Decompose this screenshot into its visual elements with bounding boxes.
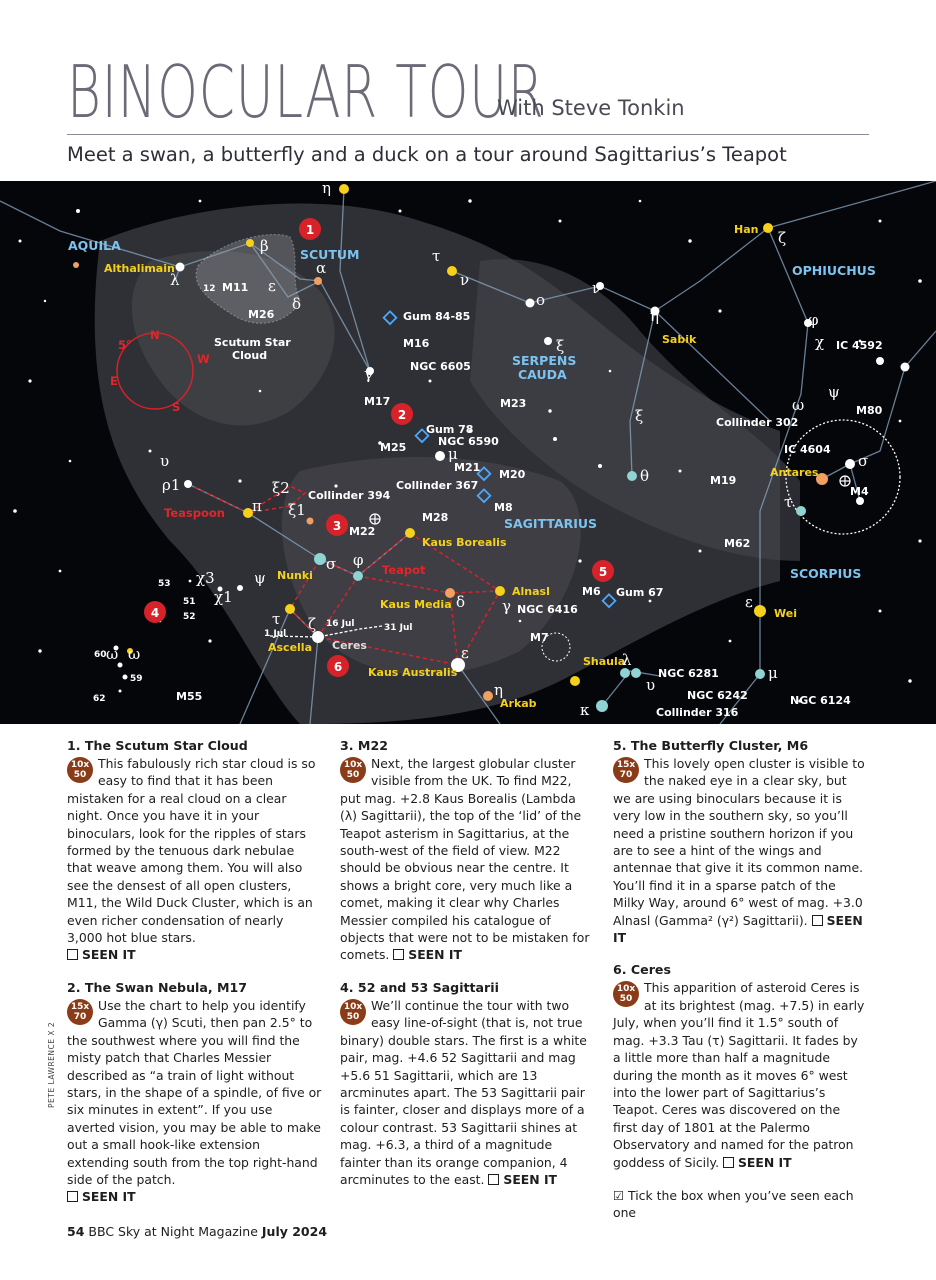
greek-label: ω [128, 645, 141, 663]
obj-m6: M6 [582, 585, 601, 598]
greek-label: κ [580, 701, 590, 719]
tick-note-text: Tick the box when you’ve seen each one [613, 1187, 854, 1221]
obj-m25: M25 [380, 441, 407, 454]
marker-6: 6 [333, 660, 343, 674]
compass-scale: 5° [118, 338, 132, 352]
badge-top: 10x [70, 760, 90, 770]
obj-ngc-6590: NGC 6590 [438, 435, 499, 448]
star-wei: Wei [774, 607, 797, 620]
seen-label: SEEN IT [82, 1189, 136, 1205]
obj-gum-84-85: Gum 84-85 [403, 310, 471, 323]
greek-label: λ [622, 651, 632, 669]
seen-checkbox[interactable] [67, 949, 78, 960]
obj-59: 59 [130, 674, 143, 684]
greek-label: ζ [778, 229, 787, 247]
badge-top: 15x [70, 1001, 90, 1012]
issue-date: July 2024 [261, 1224, 328, 1239]
greek-label: α [316, 259, 327, 277]
item-body: We’ll continue the tour with two easy line-of-sight (that is, not true binary) double stars. The first is a white pair, mag. +4.6 52 Sagittarii and mag +5.6 51 Sagittarii, which are 13 arcminutes apart. The 53 Sagittarii pair is fainter, closer and displays more of a colour contrast. 53 Sagittarii shines at mag. +6.3, a third of a magnitude fainter than its orange companion, 4 arcminutes to the east. [340, 997, 587, 1187]
compass-w: W [197, 352, 210, 366]
greek-label: η [494, 681, 503, 699]
marker-1: 1 [305, 223, 315, 237]
greek-label: φ [808, 311, 819, 329]
obj-ngc-6416: NGC 6416 [517, 603, 578, 616]
compass-s: S [172, 400, 181, 414]
item-body: Use the chart to help you identify Gamma (γ) Scuti, then pan 2.5° to the southwest where you will find the misty patch that Charles Messier described as “a train of light without stars, in the shape of a spindle, of five or six minutes in extent”. If you use averted vision, you may be able to make out a small hook-like extension extending south from the top right-hand side of the patch. [67, 997, 322, 1187]
column-2 [340, 738, 595, 1204]
badge-bottom: 70 [73, 1011, 87, 1022]
obj-m16: M16 [403, 337, 430, 350]
badge-bottom: 50 [346, 770, 360, 780]
seen-label: SEEN IT [503, 1171, 558, 1187]
marker-2: 2 [397, 408, 407, 422]
item-title: 5. The Butterfly Cluster, M6 [613, 738, 809, 753]
item-body: This lovely open cluster is visible to the naked eye in a clear sky, but we are using binoculars because it is very low in the southern sky, so you’ll need a pristine southern horizon if you are to see a hint of the wings and antennae that give it its common name. You’ll find it in a sparse patch of the Milky Way, around 6° west of mag. +3.0 Alnasl (Gamma² (γ²) Sagittarii). [613, 756, 865, 928]
greek-label: ρ1 [162, 476, 181, 494]
obj-collinder-316: Collinder 316 [656, 706, 739, 719]
tour-item-6 [613, 962, 868, 1170]
seen-label: SEEN IT [613, 912, 863, 946]
greek-label: π [252, 497, 262, 515]
greek-label: ν [460, 271, 470, 289]
seen-checkbox[interactable] [812, 915, 823, 926]
obj-60: 60 [94, 650, 107, 660]
obj-12: 12 [203, 284, 216, 294]
obj-collinder-302: Collinder 302 [716, 416, 799, 429]
obj-gum-78: Gum 78 [426, 423, 474, 436]
badge-top: 10x [343, 760, 363, 770]
item-body: Next, the largest globular cluster visible from the UK. To find M22, put mag. +2.8 Kaus Borealis (Lambda (λ) Sagittarii), the top of the ‘lid’ of the Teapot asterism in Sagittarius, at the south-west of the field of view. M22 should be obvious near the centre. It shows a bright core, very much like a comet, making it clear why Charles Messier compiled his catalogue of objects that were not to be mistaken for comets. [340, 756, 590, 963]
compass-e: E [110, 374, 118, 388]
subtitle: Meet a swan, a butterfly and a duck on a tour around Sagittarius’s Teapot [67, 143, 787, 166]
asterism-teapot: Teapot [382, 563, 426, 577]
obj-ic-4592: IC 4592 [836, 339, 883, 352]
greek-label: χ3 [196, 569, 215, 587]
seen-label: SEEN IT [738, 1154, 792, 1170]
column-1 [67, 738, 322, 1222]
tour-item-2 [67, 980, 322, 1206]
obj-m28: M28 [422, 511, 449, 524]
tour-item-4 [340, 980, 595, 1188]
binocular-badge [613, 757, 639, 783]
star-chart-svg [0, 181, 936, 724]
obj-m23: M23 [500, 397, 527, 410]
magazine-name: BBC Sky at Night Magazine [88, 1224, 258, 1239]
obj-ic-4604: IC 4604 [784, 443, 831, 456]
tick-note [613, 1187, 868, 1222]
label-serpens: SERPENS [512, 353, 577, 368]
obj-m4: M4 [850, 485, 869, 498]
label-sagittarius: SAGITTARIUS [504, 516, 598, 531]
star-alnasl: Alnasl [512, 585, 550, 598]
asterism-teaspoon: Teaspoon [164, 506, 225, 520]
star-shaula: Shaula [583, 655, 626, 668]
greek-label: ψ [828, 383, 840, 401]
obj-ngc-6242: NGC 6242 [687, 689, 748, 702]
star-kaus-media: Kaus Media [380, 598, 452, 611]
obj-51: 51 [183, 597, 196, 607]
greek-label: υ [646, 676, 656, 694]
obj-collinder-394: Collinder 394 [308, 489, 391, 502]
article-columns [67, 738, 877, 1221]
label-scorpius: SCORPIUS [790, 566, 862, 581]
star-kaus-borealis: Kaus Borealis [422, 536, 507, 549]
seen-label: SEEN IT [82, 947, 136, 963]
photo-credit: PETE LAWRENCE X 2 [47, 1021, 56, 1108]
label-aquila: AQUILA [68, 238, 121, 253]
label-ophiuchus: OPHIUCHUS [792, 263, 876, 278]
greek-label: χ [815, 333, 825, 351]
obj-m17: M17 [364, 395, 391, 408]
obj-m22: M22 [349, 525, 376, 538]
greek-label: σ [326, 555, 337, 573]
star-kaus-australis: Kaus Australis [368, 666, 458, 679]
badge-bottom: 50 [619, 994, 633, 1005]
obj-ngc-6605: NGC 6605 [410, 360, 471, 373]
header [67, 52, 869, 135]
star-sabik: Sabik [662, 333, 697, 346]
obj-ngc-6124: NGC 6124 [790, 694, 851, 707]
tour-item-5 [613, 738, 868, 946]
item-title: 1. The Scutum Star Cloud [67, 738, 248, 753]
greek-label: ξ [635, 407, 644, 425]
label-scutum: SCUTUM [300, 247, 360, 262]
greek-label: ξ2 [272, 479, 290, 497]
date-1-jul: 1 Jul [264, 629, 287, 639]
obj-m62: M62 [724, 537, 751, 550]
binocular-badge [67, 999, 93, 1025]
greek-label: θ [640, 467, 650, 485]
greek-label: ξ1 [288, 501, 306, 519]
obj-collinder-367: Collinder 367 [396, 479, 479, 492]
greek-label: λ [170, 271, 180, 289]
greek-label: ζ [308, 615, 317, 633]
page-title: BINOCULAR TOUR [67, 50, 545, 134]
item-body: This fabulously rich star cloud is so easy to find that it has been mistaken for a real cloud on a clear night. Once you have it in your binoculars, look for the ripples of stars formed by the tenuous dark nebulae that weave among them. You will also see the densest of all open clusters, M11, the Wild Duck Cluster, which is an even richer condensation of nearly 3,000 hot blue stars. [67, 756, 316, 946]
binocular-badge [613, 981, 639, 1007]
marker-3: 3 [332, 519, 342, 533]
greek-label: τ [784, 493, 793, 511]
greek-label: ε [268, 277, 276, 295]
badge-top: 15x [616, 760, 636, 770]
greek-label: o [536, 291, 546, 309]
greek-label: η [650, 307, 659, 325]
byline: With Steve Tonkin [497, 96, 685, 120]
obj-53: 53 [158, 579, 171, 589]
seen-checkbox[interactable] [723, 1157, 734, 1168]
tour-item-3 [340, 738, 595, 964]
page-number: 54 [67, 1224, 85, 1239]
marker-5: 5 [598, 565, 608, 579]
item-title: 6. Ceres [613, 962, 671, 978]
tour-item-1 [67, 738, 322, 964]
star-antares: Antares [770, 466, 819, 479]
star-arkab: Arkab [500, 697, 537, 710]
obj-m20: M20 [499, 468, 526, 481]
star-nunki: Nunki [277, 569, 313, 582]
greek-label: χ1 [214, 588, 233, 606]
greek-label: τ [432, 247, 441, 265]
binocular-badge [67, 757, 93, 783]
greek-label: τ [272, 610, 281, 628]
marker-4: 4 [150, 606, 160, 620]
seen-checkbox[interactable] [393, 949, 404, 960]
checked-box-icon: ☑ [613, 1187, 629, 1203]
star-althalimain: Althalimain [104, 262, 175, 275]
greek-label: μ [448, 445, 458, 463]
item-title: 4. 52 and 53 Sagittarii [340, 979, 499, 995]
obj-gum-67: Gum 67 [616, 586, 664, 599]
badge-top: 10x [343, 1001, 363, 1012]
item-body: This apparition of asteroid Ceres is at its brightest (mag. +7.5) in early July, when you’ll find it 1.5° south of mag. +3.3 Tau (τ) Sagittarii. It fades by a little more than half a magnitude during the month as it moves 6° west into the lower part of Sagittarius’s Teapot. Ceres was discovered on the first day of 1801 at the Palermo Observatory and named for the patron goddess of Sicily. [613, 980, 865, 1170]
greek-label: ε [461, 644, 469, 662]
greek-label: ψ [254, 569, 266, 587]
greek-label: ω [792, 396, 805, 414]
badge-top: 10x [616, 984, 636, 995]
seen-checkbox[interactable] [67, 1191, 78, 1202]
greek-label: μ [768, 664, 778, 682]
label-cauda: CAUDA [518, 367, 567, 382]
seen-checkbox[interactable] [488, 1174, 499, 1185]
obj-52: 52 [183, 612, 196, 622]
greek-label: β [260, 237, 269, 255]
greek-label: δ [456, 593, 466, 611]
seen-label: SEEN IT [408, 947, 462, 963]
date-16-jul: 16 Jul [326, 619, 355, 629]
footer [67, 1224, 327, 1239]
greek-label: ω [106, 645, 119, 663]
badge-bottom: 50 [73, 770, 87, 780]
obj-m7: M7 [530, 631, 549, 644]
binocular-badge [340, 999, 366, 1025]
greek-label: υ [160, 452, 170, 470]
obj-ngc-6281: NGC 6281 [658, 667, 719, 680]
date-31-jul: 31 Jul [384, 623, 413, 633]
badge-bottom: 70 [619, 770, 633, 780]
greek-label: ε [745, 593, 753, 611]
greek-label: φ [353, 551, 364, 569]
obj-m80: M80 [856, 404, 883, 417]
compass-n: N [150, 328, 160, 342]
obj-m19: M19 [710, 474, 737, 487]
star-ascella: Ascella [268, 641, 313, 654]
greek-label: σ [858, 452, 869, 470]
obj-cloud: Cloud [232, 349, 268, 362]
obj-m21: M21 [454, 461, 481, 474]
column-3 [613, 738, 868, 1222]
obj-m11: M11 [222, 281, 249, 294]
obj-ceres: Ceres [332, 639, 367, 652]
badge-bottom: 50 [346, 1011, 360, 1022]
obj-m55: M55 [176, 690, 203, 703]
star-han: Han [734, 223, 759, 236]
greek-label: ν [592, 279, 602, 297]
obj-62: 62 [93, 694, 106, 704]
item-title: 2. The Swan Nebula, M17 [67, 979, 248, 995]
greek-label: δ [292, 295, 302, 313]
greek-label: γ [364, 365, 373, 383]
greek-label: η [322, 181, 331, 197]
obj-scutum-star: Scutum Star [214, 336, 291, 349]
star-chart [0, 181, 936, 724]
greek-label: ξ [556, 337, 565, 355]
greek-label: γ [502, 597, 511, 615]
item-title: 3. M22 [340, 738, 388, 753]
binocular-badge [340, 757, 366, 783]
obj-m8: M8 [494, 501, 513, 514]
obj-m26: M26 [248, 308, 275, 321]
